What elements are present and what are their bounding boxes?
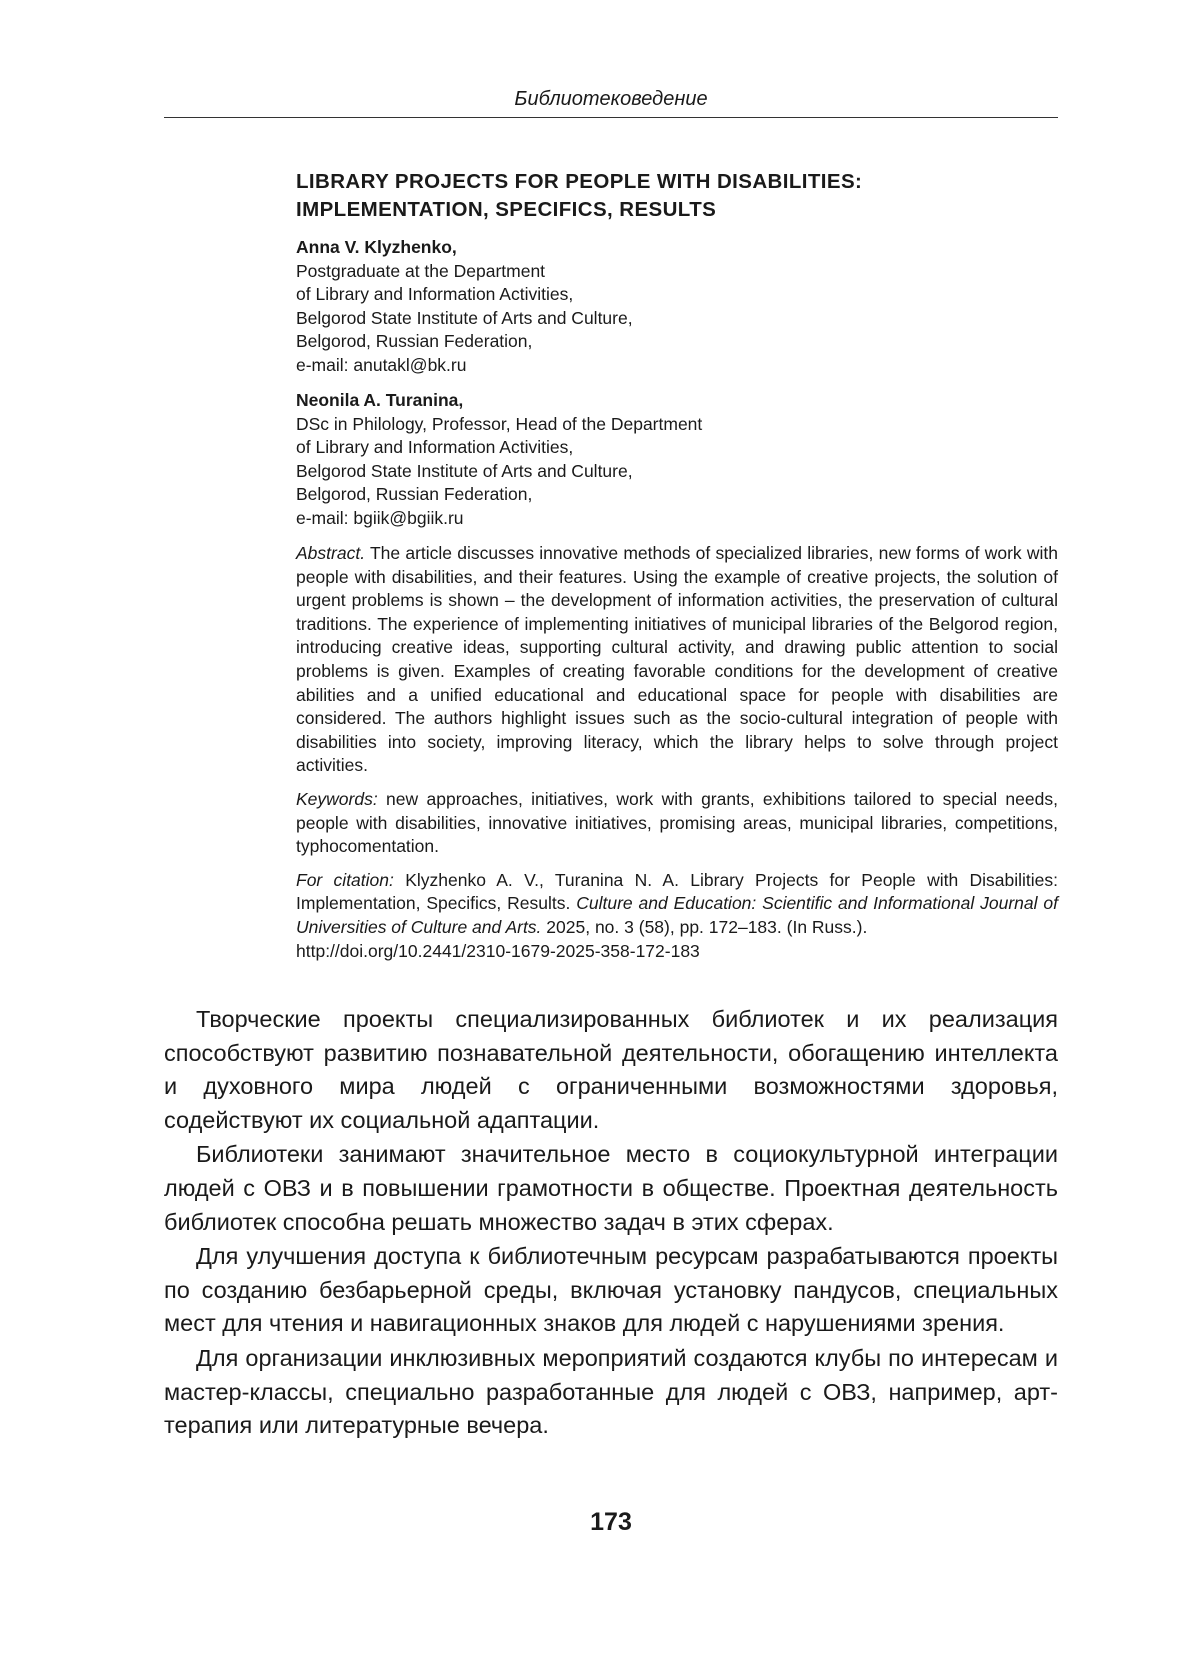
article-body bbox=[164, 1003, 1058, 1444]
keywords-label: Keywords: bbox=[296, 788, 378, 809]
author-location: Belgorod, Russian Federation, bbox=[296, 484, 533, 504]
author-name: Anna V. Klyzhenko, bbox=[296, 237, 457, 257]
body-paragraph: Для улучшения доступа к библиотечным ресурсам разрабатываются проекты по созданию безбарьерной среды, включая установку пандусов, специальных мест для чтения и навигационных знаков для людей с нарушениями зрения. bbox=[164, 1243, 1058, 1337]
citation-journal: Culture and Education: Scientific and Informational Journal of Universities of Culture and Arts. bbox=[296, 893, 1058, 937]
author-department: of Library and Information Activities, bbox=[296, 437, 574, 457]
citation-details: 2025, no. 3 (58), pp. 172–183. (In Russ.). bbox=[546, 916, 868, 937]
keywords-text: new approaches, initiatives, work with grants, exhibitions tailored to special needs, people with disabilities, innovative initiatives, promising areas, municipal libraries, competitions, typhocomentation. bbox=[296, 788, 1058, 857]
abstract bbox=[296, 542, 1058, 778]
author-name: Neonila A. Turanina, bbox=[296, 390, 464, 410]
running-title: Библиотековедение bbox=[514, 88, 708, 110]
citation bbox=[296, 869, 1058, 963]
author-block bbox=[296, 236, 1058, 377]
author-position: Postgraduate at the Department bbox=[296, 260, 546, 281]
article-title bbox=[296, 168, 1058, 224]
page-number: 173 bbox=[590, 1508, 632, 1536]
author-location: Belgorod, Russian Federation, bbox=[296, 331, 533, 351]
body-paragraph: Библиотеки занимают значительное место в социокультурной интеграции людей с ОВЗ и в повышении грамотности в обществе. Проектная деятельность библиотек способна решать множество задач в этих сферах. bbox=[164, 1141, 1058, 1235]
author-position: DSc in Philology, Professor, Head of the Department bbox=[296, 413, 703, 434]
abstract-label: Abstract. bbox=[296, 543, 366, 563]
author-institution: Belgorod State Institute of Arts and Culture, bbox=[296, 460, 633, 481]
author-department: of Library and Information Activities, bbox=[296, 284, 574, 304]
author-email: e-mail: anutakl@bk.ru bbox=[296, 354, 467, 375]
author-block bbox=[296, 389, 1058, 530]
article-front-matter bbox=[296, 168, 1058, 973]
author-institution: Belgorod State Institute of Arts and Culture, bbox=[296, 307, 633, 328]
body-paragraph: Творческие проекты специализированных библиотек и их реализация способствуют развитию познавательной деятельности, обогащению интеллекта и духовного мира людей с ограниченными возможностями здоровья, содействуют их социальной адаптации. bbox=[164, 1006, 1058, 1133]
abstract-text: The article discusses innovative methods of specialized libraries, new forms of work with people with disabilities, and their features. Using the example of creative projects, the solution of urgent problems is shown – the development of information activities, the preservation of cultural traditions. The experience of implementing initiatives of municipal libraries of the Belgorod region, introducing creative ideas, supporting cultural activity, and drawing public attention to social problems is given. Examples of creating favorable conditions for the development of creative abilities and a unified educational and educational space for people with disabilities are considered. The authors highlight issues such as the socio-cultural integration of people with disabilities into society, improving literacy, which the library helps to solve through project activities. bbox=[296, 543, 1058, 776]
author-email: e-mail: bgiik@bgiik.ru bbox=[296, 507, 464, 528]
article-title-line: LIBRARY PROJECTS FOR PEOPLE WITH DISABILITIES: bbox=[296, 170, 863, 193]
article-title-line: IMPLEMENTATION, SPECIFICS, RESULTS bbox=[296, 198, 717, 221]
keywords bbox=[296, 788, 1058, 859]
header-rule bbox=[164, 117, 1058, 118]
citation-label: For citation: bbox=[296, 869, 394, 890]
doi-link[interactable]: http://doi.org/10.2441/2310-1679-2025-358-172-183 bbox=[296, 940, 700, 961]
citation-text: Klyzhenko A. V., Turanina N. A. Library Projects for People with Disabilities: Implementation, Specifics, Results. bbox=[296, 869, 1058, 914]
body-paragraph: Для организации инклюзивных мероприятий создаются клубы по интересам и мастер-классы, специально разработанные для людей с ОВЗ, например, арт-терапия или литературные вечера. bbox=[164, 1344, 1058, 1439]
